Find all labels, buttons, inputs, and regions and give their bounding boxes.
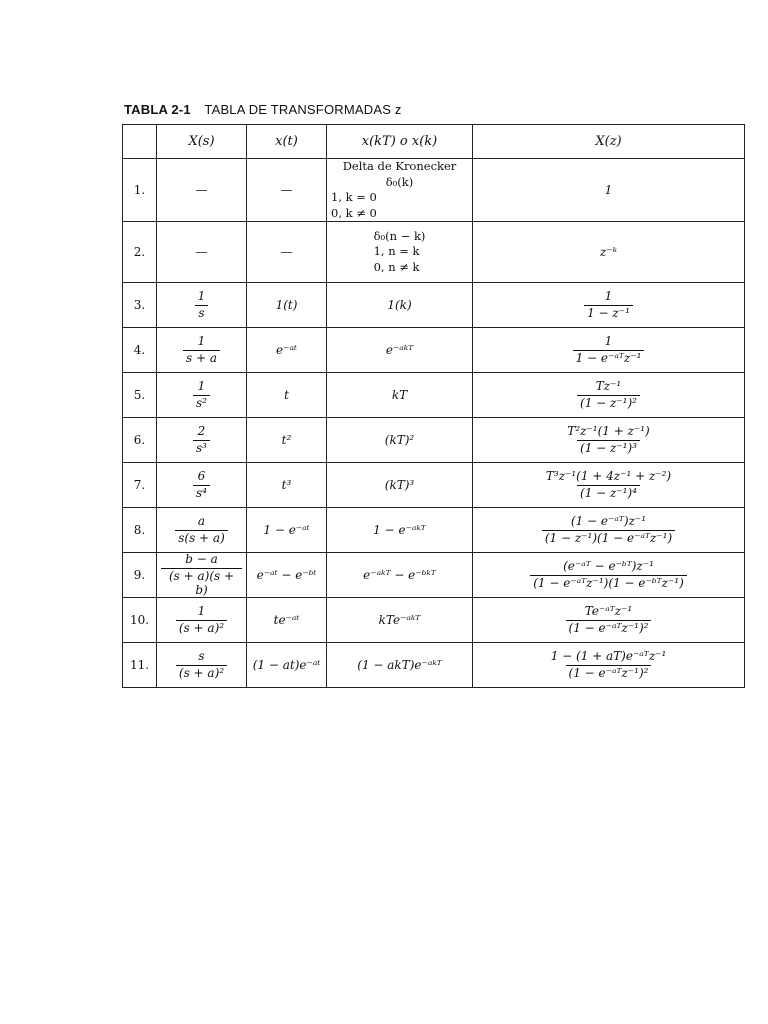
cell-text: (1 − at)e⁻ᵃᵗ (252, 658, 321, 673)
table-row (123, 463, 745, 508)
denominator: (1 − e⁻ᵃᵀz⁻¹)² (566, 620, 652, 636)
table-row (123, 508, 745, 553)
header-Xz: X(z) (473, 125, 745, 159)
denominator: s(s + a) (175, 530, 228, 546)
denominator: (s + a)² (176, 620, 227, 636)
cell-xk (327, 283, 473, 328)
denominator: 1 − e⁻ᵃᵀz⁻¹ (573, 350, 645, 366)
cell-text: 1. (133, 183, 146, 198)
numerator: 1 (197, 333, 206, 348)
cell-text: t³ (281, 478, 292, 493)
numerator: T³z⁻¹(1 + 4z⁻¹ + z⁻²) (545, 468, 672, 483)
cell-text: — (280, 183, 293, 198)
cell-Xs (157, 373, 247, 418)
cell-text: t (284, 388, 289, 403)
denominator: s⁴ (193, 485, 210, 501)
cell-Xz (473, 598, 745, 643)
cell-xk (327, 159, 473, 222)
fraction (176, 650, 227, 681)
fraction (193, 425, 210, 456)
denominator: (1 − z⁻¹)⁴ (577, 485, 640, 501)
fraction (530, 560, 687, 591)
numerator: 1 (197, 288, 206, 303)
cell-text: 3. (133, 298, 146, 313)
cell-text: 1 (604, 183, 613, 198)
cell-text: te⁻ᵃᵗ (273, 613, 300, 628)
cell-line: 1, k = 0 (331, 190, 377, 205)
row-index (123, 598, 157, 643)
cell-xk (327, 553, 473, 598)
denominator: (s + a)² (176, 665, 227, 681)
table-row (123, 643, 745, 688)
row-index (123, 328, 157, 373)
numerator: (e⁻ᵃᵀ − e⁻ᵇᵀ)z⁻¹ (563, 558, 654, 573)
cell-xt (247, 463, 327, 508)
cell-line: Delta de Kronecker δ₀(k) (342, 159, 457, 189)
row-index (123, 283, 157, 328)
fraction (176, 605, 227, 636)
cell-Xs (157, 328, 247, 373)
fraction (577, 380, 640, 411)
cell-xk (327, 418, 473, 463)
cell-lines (331, 159, 468, 221)
cell-text: — (195, 183, 208, 198)
cell-line: 0, k ≠ 0 (331, 205, 377, 220)
fraction (548, 650, 670, 681)
fraction (564, 425, 652, 456)
cell-text: 11. (129, 658, 150, 673)
cell-line: 0, n ≠ k (373, 259, 420, 274)
cell-Xz (473, 159, 745, 222)
cell-text: 9. (133, 568, 146, 583)
denominator: s (195, 305, 207, 321)
fraction (573, 335, 645, 366)
denominator: (1 − e⁻ᵃᵀz⁻¹)(1 − e⁻ᵇᵀz⁻¹) (530, 575, 687, 591)
denominator: s + a (183, 350, 220, 366)
fraction (175, 515, 228, 546)
cell-text: e⁻ᵃᵗ − e⁻ᵇᵗ (256, 568, 317, 583)
fraction (161, 553, 242, 597)
denominator: s³ (193, 440, 210, 456)
cell-Xs (157, 508, 247, 553)
cell-xt (247, 328, 327, 373)
cell-xk (327, 508, 473, 553)
row-index (123, 643, 157, 688)
cell-xt (247, 283, 327, 328)
table-caption (124, 102, 402, 117)
row-index (123, 159, 157, 222)
row-index (123, 222, 157, 283)
fraction (543, 470, 674, 501)
numerator: 1 (197, 604, 206, 619)
table-row (123, 222, 745, 283)
table-row (123, 328, 745, 373)
cell-text: 5. (133, 388, 146, 403)
cell-xt (247, 418, 327, 463)
numerator: 2 (197, 423, 206, 438)
cell-Xz (473, 283, 745, 328)
cell-lines (374, 229, 426, 276)
cell-xt (247, 643, 327, 688)
cell-Xz (473, 222, 745, 283)
cell-Xs (157, 283, 247, 328)
cell-xt (247, 222, 327, 283)
cell-Xz (473, 418, 745, 463)
numerator: s (198, 649, 205, 664)
cell-text: (1 − akT)e⁻ᵃᵏᵀ (357, 658, 442, 673)
row-index (123, 418, 157, 463)
cell-text: (kT)² (384, 433, 415, 448)
cell-line: 1, n = k (373, 244, 420, 259)
denominator: (1 − z⁻¹)³ (577, 440, 640, 456)
cell-text: 1 − e⁻ᵃᵗ (263, 523, 310, 538)
cell-xk (327, 373, 473, 418)
cell-text: e⁻ᵃᵏᵀ (385, 343, 414, 358)
cell-text: t² (281, 433, 292, 448)
fraction (195, 290, 209, 321)
table-row (123, 418, 745, 463)
denominator: (1 − z⁻¹)² (577, 395, 640, 411)
denominator: 1 − z⁻¹ (584, 305, 633, 321)
cell-xt (247, 373, 327, 418)
cell-text: — (280, 245, 293, 260)
cell-text: 10. (129, 613, 150, 628)
fraction (193, 380, 210, 411)
cell-text: e⁻ᵃᵗ (276, 343, 297, 358)
cell-text: 4. (133, 343, 146, 358)
row-index (123, 553, 157, 598)
table-row (123, 373, 745, 418)
numerator: b − a (185, 552, 218, 567)
numerator: (1 − e⁻ᵃᵀ)z⁻¹ (570, 513, 647, 528)
cell-xk (327, 222, 473, 283)
cell-text: z⁻ᵏ (599, 245, 618, 260)
numerator: T²z⁻¹(1 + z⁻¹) (567, 423, 650, 438)
cell-Xs (157, 553, 247, 598)
fraction (584, 290, 633, 321)
cell-Xz (473, 553, 745, 598)
denominator: s² (193, 395, 210, 411)
cell-Xs (157, 463, 247, 508)
fraction (566, 605, 652, 636)
header-xt: x(t) (247, 125, 327, 159)
cell-text: kTe⁻ᵃᵏᵀ (378, 613, 421, 628)
fraction (183, 335, 220, 366)
numerator: 1 − (1 + aT)e⁻ᵃᵀz⁻¹ (550, 649, 667, 664)
cell-Xz (473, 373, 745, 418)
cell-text: kT (391, 388, 408, 403)
cell-Xs (157, 598, 247, 643)
header-index (123, 125, 157, 159)
row-index (123, 373, 157, 418)
row-index (123, 463, 157, 508)
cell-xk (327, 643, 473, 688)
fraction (193, 470, 210, 501)
denominator: (1 − e⁻ᵃᵀz⁻¹)² (566, 665, 652, 681)
cell-Xs (157, 222, 247, 283)
table-row (123, 283, 745, 328)
numerator: 6 (197, 468, 206, 483)
table-title: TABLA DE TRANSFORMADAS z (204, 102, 402, 117)
cell-text: 1 − e⁻ᵃᵏᵀ (373, 523, 426, 538)
table-row (123, 159, 745, 222)
numerator: 1 (604, 288, 613, 303)
cell-Xz (473, 328, 745, 373)
cell-Xs (157, 159, 247, 222)
numerator: 1 (604, 333, 613, 348)
cell-Xs (157, 643, 247, 688)
cell-Xz (473, 508, 745, 553)
cell-text: 1(k) (387, 298, 412, 313)
cell-text: e⁻ᵃᵏᵀ − e⁻ᵇᵏᵀ (363, 568, 436, 583)
header-row (123, 125, 745, 159)
row-index (123, 508, 157, 553)
cell-line: δ₀(n − k) (373, 228, 426, 243)
numerator: Te⁻ᵃᵀz⁻¹ (584, 604, 633, 619)
cell-Xz (473, 643, 745, 688)
cell-xt (247, 598, 327, 643)
cell-xk (327, 463, 473, 508)
denominator: (s + a)(s + b) (161, 568, 242, 598)
header-Xs: X(s) (157, 125, 247, 159)
cell-Xz (473, 463, 745, 508)
cell-xt (247, 159, 327, 222)
fraction (542, 515, 675, 546)
z-transform-table (122, 124, 745, 688)
cell-xk (327, 598, 473, 643)
numerator: 1 (197, 378, 206, 393)
cell-text: 1(t) (275, 298, 298, 313)
table-row (123, 553, 745, 598)
cell-Xs (157, 418, 247, 463)
cell-text: 2. (133, 245, 146, 260)
cell-text: 6. (133, 433, 146, 448)
cell-text: 7. (133, 478, 146, 493)
denominator: (1 − z⁻¹)(1 − e⁻ᵃᵀz⁻¹) (542, 530, 675, 546)
numerator: a (197, 513, 206, 528)
header-xk: x(kT) o x(k) (327, 125, 473, 159)
table-row (123, 598, 745, 643)
cell-xt (247, 508, 327, 553)
cell-text: (kT)³ (384, 478, 415, 493)
numerator: Tz⁻¹ (595, 378, 622, 393)
cell-text: 8. (133, 523, 146, 538)
table-number: TABLA 2-1 (124, 102, 191, 117)
cell-text: — (195, 245, 208, 260)
cell-xk (327, 328, 473, 373)
cell-xt (247, 553, 327, 598)
